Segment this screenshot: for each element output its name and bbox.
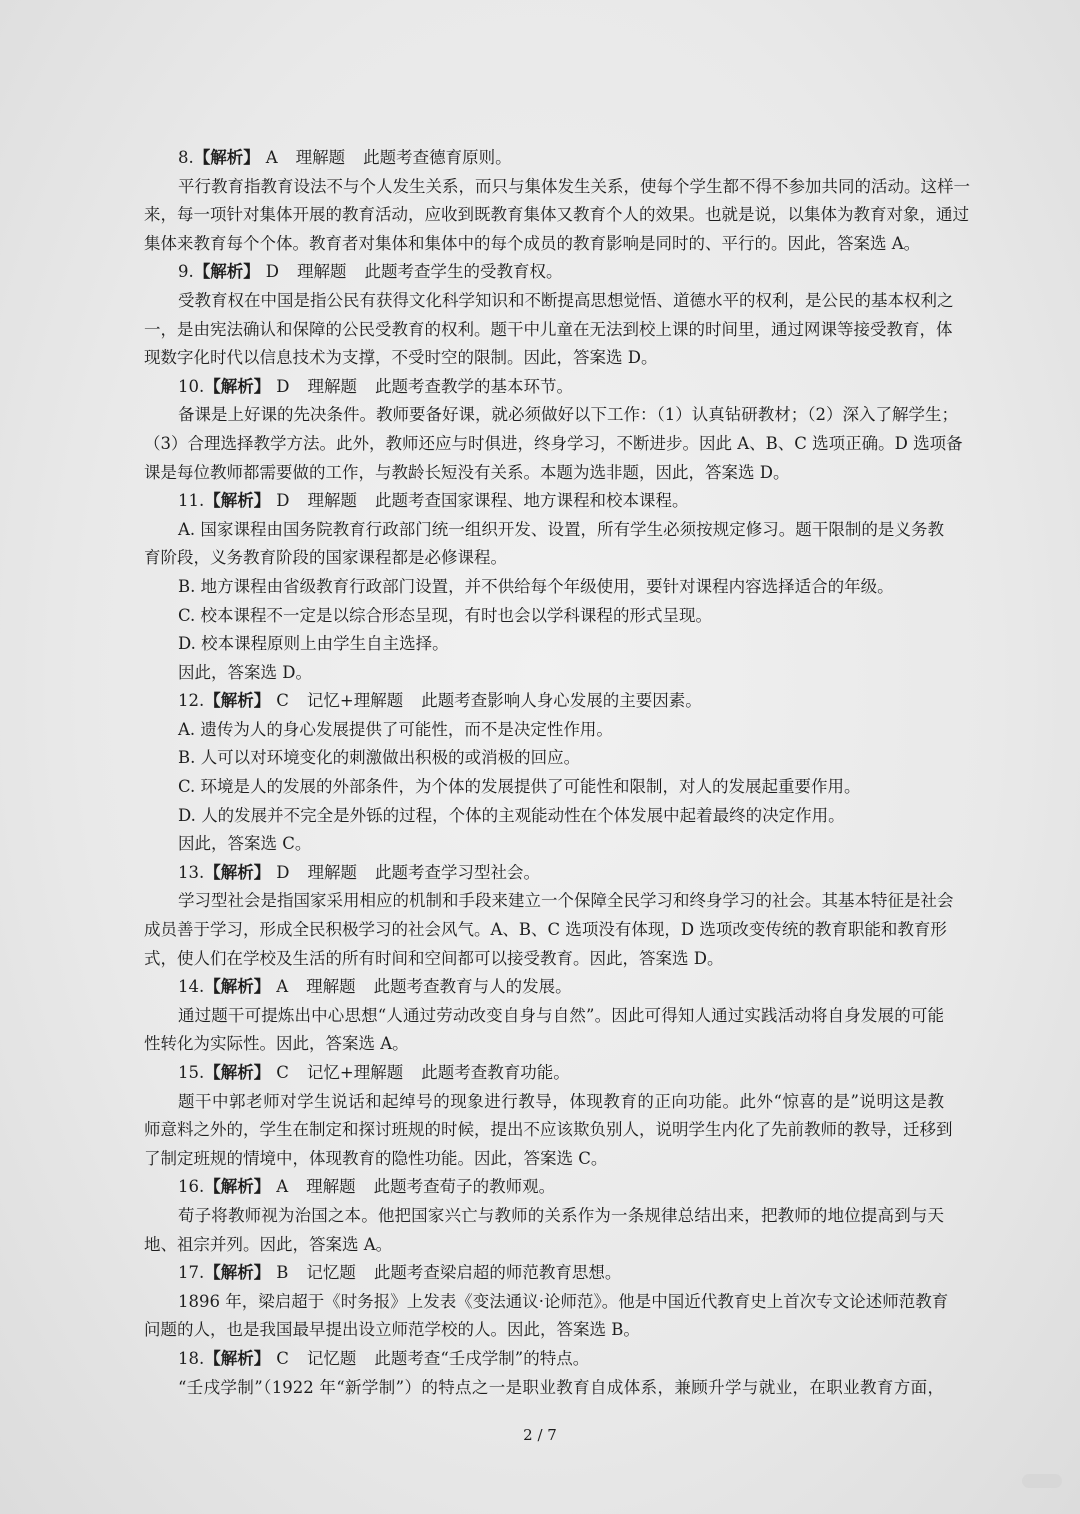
question-num: 17. [178, 1263, 205, 1283]
question-tag: 【解析】 [204, 977, 271, 997]
question-topic: 此题考查教育功能。 [421, 1063, 570, 1082]
question-num: 9. [178, 262, 194, 282]
explanation-line: 来，每一项针对集体开展的教育活动，应收到既教育集体又教育个人的效果。也就是说，以集体为教育对象，通过 [144, 205, 969, 225]
explanation-line: A. 遗传为人的身心发展提供了可能性，而不是决定性作用。 [178, 719, 613, 739]
question-num: 18. [178, 1348, 205, 1368]
explanation-line: 师意料之外的，学生在制定和探讨班规的时候，提出不应该欺负别人，说明学生内化了先前教师的教导，迁移到 [144, 1120, 953, 1140]
explanation-line: 性转化为实际性。因此，答案选 A。 [144, 1034, 409, 1054]
explanation-line: A. 国家课程由国务院教育行政部门统一组织开发、设置，所有学生必须按规定修习。题干限制的是义务教 [178, 519, 944, 539]
explanation-line: D. 校本课程原则上由学生自主选择。 [178, 634, 449, 654]
question-topic: 此题考查教学的基本环节。 [374, 376, 573, 396]
question-tag: 【解析】 [204, 691, 271, 711]
explanation-line: 备课是上好课的先决条件。教师要备好课，就必须做好以下工作：（1）认真钻研教材；（2）深入了解学生； [178, 405, 958, 425]
question-type: 记忆+理解题 [306, 691, 404, 711]
question-11-header [144, 487, 944, 516]
explanation-line: 1896 年，梁启超于《时务报》上发表《变法通议·论师范》。他是中国近代教育史上首次专文论述师范教育 [178, 1291, 949, 1311]
question-tag: 【解析】 [204, 862, 271, 882]
question-answer: A [265, 148, 278, 167]
question-type: 理解题 [295, 148, 346, 167]
question-answer: D [276, 491, 290, 511]
explanation-line: 因此，答案选 C。 [178, 834, 312, 854]
question-tag: 【解析】 [204, 1177, 271, 1197]
question-12-header [144, 687, 944, 716]
question-num: 8. [178, 148, 194, 167]
question-topic: 此题考查德育原则。 [363, 148, 512, 167]
question-topic: 此题考查学习型社会。 [374, 862, 540, 882]
explanation-line: 集体来教育每个个体。教育者对集体和集体中的每个成员的教育影响是同时的、平行的。因此，答案选 A。 [144, 233, 921, 253]
explanation-line: C. 环境是人的发展的外部条件，为个体的发展提供了可能性和限制，对人的发展起重要作用。 [178, 777, 861, 797]
question-answer: C [276, 1348, 289, 1368]
question-type: 理解题 [307, 862, 357, 882]
explanation-line: 通过题干可提炼出中心思想“人通过劳动改变自身与自然”。因此可得知人通过实践活动将自身发展的可能 [178, 1005, 944, 1025]
explanation-line: 了制定班规的情境中，体现教育的隐性功能。因此，答案选 C。 [144, 1148, 608, 1168]
question-type: 记忆题 [306, 1348, 357, 1368]
question-topic: 此题考查国家课程、地方课程和校本课程。 [374, 491, 689, 511]
question-type: 理解题 [307, 376, 357, 396]
question-topic: 此题考查教育与人的发展。 [373, 977, 572, 997]
question-type: 理解题 [307, 491, 357, 511]
question-16-header [144, 1173, 944, 1202]
question-14-header [144, 973, 944, 1002]
question-15-header [144, 1059, 944, 1088]
explanation-line: 因此，答案选 D。 [178, 662, 312, 682]
question-num: 12. [178, 691, 205, 711]
question-answer: D [276, 862, 290, 882]
question-answer: C [276, 691, 289, 711]
corner-watermark [1022, 1474, 1062, 1488]
question-tag: 【解析】 [204, 376, 271, 396]
question-topic: 此题考查“壬戌学制”的特点。 [374, 1348, 590, 1368]
question-num: 13. [178, 862, 205, 882]
question-tag: 【解析】 [204, 491, 271, 511]
explanation-line: B. 地方课程由省级教育行政部门设置，并不供给每个年级使用，要针对课程内容选择适合的年级。 [178, 576, 894, 596]
question-num: 15. [178, 1063, 205, 1082]
explanation-line: 课是每位教师都需要做的工作，与教龄长短没有关系。本题为选非题，因此，答案选 D。 [144, 462, 790, 482]
question-type: 理解题 [306, 1177, 356, 1197]
explanation-line: 荀子将教师视为治国之本。他把国家兴亡与教师的关系作为一条规律总结出来，把教师的地位提高到与天 [178, 1205, 944, 1225]
explanation-line: 成员善于学习，形成全民积极学习的社会风气。A、B、C 选项没有体现，D 选项改变传统的教育职能和教育形 [144, 920, 947, 940]
question-type: 记忆题 [306, 1263, 356, 1283]
question-9-header [144, 258, 944, 287]
question-num: 16. [178, 1177, 205, 1197]
question-answer: B [276, 1263, 289, 1283]
question-type: 理解题 [296, 262, 347, 282]
explanation-line: D. 人的发展并不完全是外铄的过程，个体的主观能动性在个体发展中起着最终的决定作用。 [178, 805, 845, 825]
question-topic: 此题考查学生的受教育权。 [364, 262, 563, 282]
question-18-header [144, 1345, 944, 1374]
question-answer: A [276, 977, 289, 997]
question-tag: 【解析】 [193, 262, 260, 282]
explanation-line: 题干中郭老师对学生说话和起绰号的现象进行教导，体现教育的正向功能。此外“惊喜的是”说明这是教 [178, 1091, 944, 1111]
answer-explanations [144, 144, 970, 1402]
explanation-line: 地、祖宗并列。因此，答案选 A。 [144, 1234, 393, 1254]
question-tag: 【解析】 [204, 1348, 271, 1368]
question-17-header [144, 1259, 944, 1288]
question-type: 记忆+理解题 [306, 1063, 404, 1082]
question-tag: 【解析】 [204, 1263, 271, 1283]
question-8-header [144, 144, 944, 173]
question-13-header [144, 859, 944, 888]
explanation-line: 受教育权在中国是指公民有获得文化科学知识和不断提高思想觉悟、道德水平的权利，是公民的基本权利之 [178, 290, 954, 310]
explanation-line: “壬戌学制”（1922 年“新学制”）的特点之一是职业教育自成体系，兼顾升学与就业，在职业教育方面， [178, 1377, 944, 1397]
question-topic: 此题考查影响人身心发展的主要因素。 [421, 691, 702, 711]
question-answer: D [276, 376, 290, 396]
page-number: 2 / 7 [523, 1426, 557, 1444]
explanation-line: （3）合理选择教学方法。此外，教师还应与时俱进，终身学习，不断进步。因此 A、B、C 选项正确。D 选项备 [144, 433, 963, 453]
explanation-line: B. 人可以对环境变化的刺激做出积极的或消极的回应。 [178, 748, 581, 768]
explanation-line: 学习型社会是指国家采用相应的机制和手段来建立一个保障全民学习和终身学习的社会。其基本特征是社会 [178, 891, 954, 911]
question-answer: C [276, 1063, 289, 1082]
question-topic: 此题考查梁启超的师范教育思想。 [373, 1263, 622, 1283]
question-tag: 【解析】 [193, 148, 260, 167]
question-num: 10. [178, 376, 205, 396]
question-tag: 【解析】 [204, 1063, 271, 1082]
question-num: 11. [178, 491, 205, 511]
explanation-line: C. 校本课程不一定是以综合形态呈现，有时也会以学科课程的形式呈现。 [178, 605, 713, 625]
question-answer: A [276, 1177, 289, 1197]
explanation-line: 式，使人们在学校及生活的所有时间和空间都可以接受教育。因此，答案选 D。 [144, 948, 724, 968]
question-answer: D [265, 262, 279, 282]
question-10-header [144, 373, 944, 402]
explanation-line: 问题的人，也是我国最早提出设立师范学校的人。因此，答案选 B。 [144, 1320, 640, 1340]
explanation-line: 一，是由宪法确认和保障的公民受教育的权利。题干中儿童在无法到校上课的时间里，通过网课等接受教育，体 [144, 319, 953, 339]
explanation-line: 平行教育指教育设法不与个人发生关系，而只与集体发生关系，使每个学生都不得不参加共同的活动。这样一 [178, 176, 970, 196]
question-num: 14. [178, 977, 205, 997]
explanation-line: 育阶段，义务教育阶段的国家课程都是必修课程。 [144, 548, 507, 568]
explanation-line: 现数字化时代以信息技术为支撑，不受时空的限制。因此，答案选 D。 [144, 348, 658, 368]
question-topic: 此题考查荀子的教师观。 [373, 1177, 556, 1197]
question-type: 理解题 [306, 977, 356, 997]
